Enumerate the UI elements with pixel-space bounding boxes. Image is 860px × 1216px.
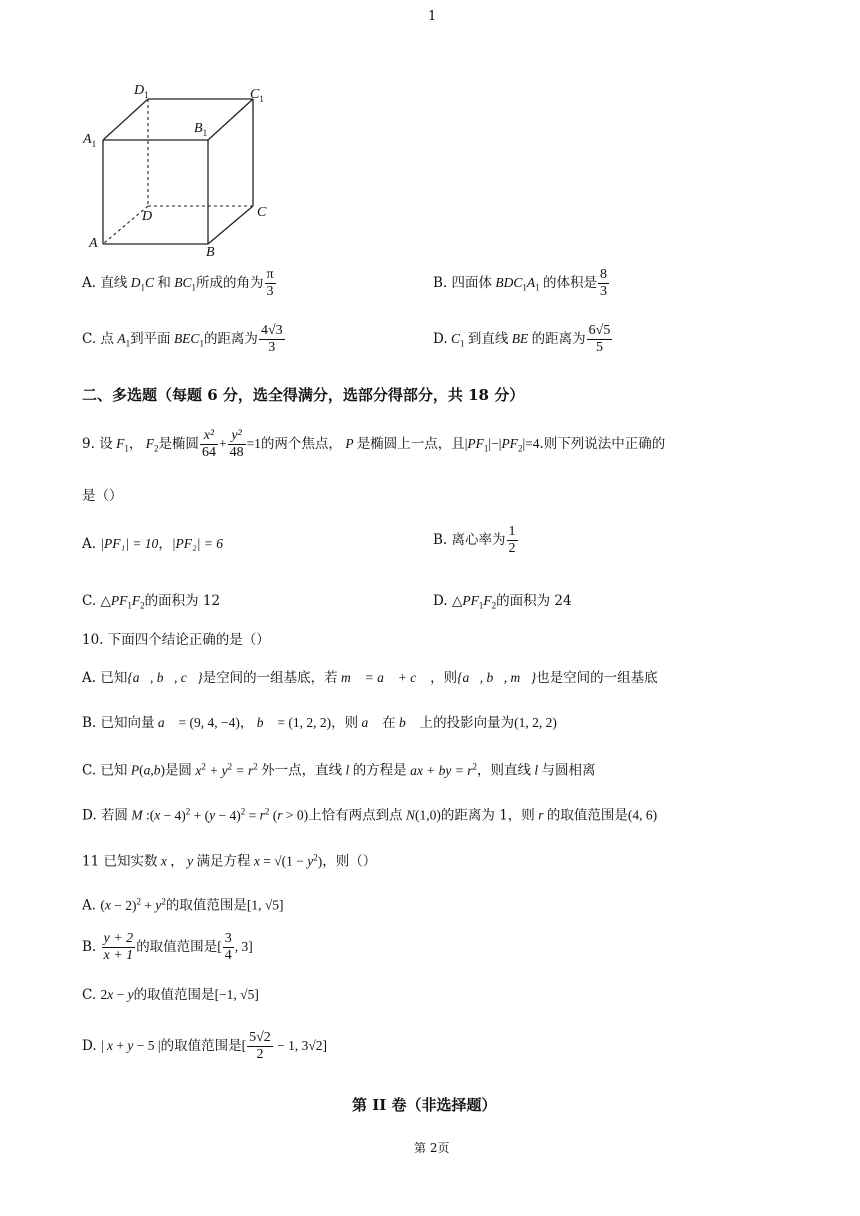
part-two-heading: 第 II 卷（非选择题） <box>352 1096 497 1114</box>
q9-option-a: A. |PF₁| = 10，|PF₂| = 6 <box>82 536 224 552</box>
q9-stem-line2: 是（） <box>82 488 123 504</box>
vertex-label-a1: $A_1$ <box>83 132 97 149</box>
q8-option-a: A. 直线 $D_1C$ 和 $BC_1$所成的角为 $\frac{\pi}{3}$ <box>82 267 274 299</box>
q9-option-c: C. $\triangle PF_1F_2$的面积为 12 <box>82 593 221 611</box>
q11-option-c: C. 2x − y的取值范围是[−1, √5] <box>82 987 259 1003</box>
vertex-label-c1: $C_1$ <box>250 87 264 104</box>
vertex-label-b: B <box>206 245 215 260</box>
page-number-top: 1 <box>428 9 437 24</box>
q10-stem: 10. 下面四个结论正确的是（） <box>82 632 270 648</box>
q8-option-b: B. 四面体 $BDC_1A_1$ 的体积是 $\frac{8}{3}$ <box>433 267 608 299</box>
q9-stem: 9. 设 $F_1$， $F_2$是椭圆 $\frac{\text{x²}}{64}$ + $\frac{\text{y²}}{48}$ =1的两个焦点， P 是椭圆上一点，且$|PF_1|-|PF_2|=4$.则下列说法中正确的 <box>82 428 666 460</box>
vertex-label-d1: $D_1$ <box>134 83 149 100</box>
vertex-label-c: C <box>257 205 267 220</box>
q11-option-a: A. $(x - 2)^2 + y^2$的取值范围是[1, √5] <box>82 896 284 914</box>
q11-option-b: B. $\frac{y + 2}{x + 1}$ 的取值范围是[ $\frac{3}{4}$ , 3] <box>82 931 253 963</box>
q8-option-d: D. $C_1$ 到直线 BE 的距离为 $\frac{6√5}{5}$ <box>433 323 611 355</box>
vertex-label-b1: $B_1$ <box>194 121 208 138</box>
q8-option-c: C. 点 $A_1$到平面 $BEC_1$的距离为 $\frac{4√3}{3}$ <box>82 323 283 355</box>
q11-option-d: D. | x + y − 5 |的取值范围是[ $\frac{5√2}{2}$ − 1, 3√2] <box>82 1030 328 1062</box>
vertex-label-d: D <box>142 209 153 224</box>
q9-option-b: B. 离心率为 $\frac{1}{2}$ <box>433 524 516 556</box>
page-footer: 第 2页 <box>414 1141 450 1155</box>
q10-option-d: D. 若圆 M :(x − $4)^2 + (y - 4)^2 = r^2$ (r > 0)上恰有两点到点 N(1,0)的距离为 1，则 r 的取值范围是(4, 6) <box>82 806 658 824</box>
q10-option-a: A. 已知{a⃗, b⃗, c⃗}是空间的一组基底，若 m⃗ = a⃗ + c⃗ ，则{a⃗, b⃗, m⃗}也是空间的一组基底 <box>82 670 658 686</box>
q10-option-c: C. 已知 P(a,b)是圆 $x^2 + y^2 = r^2$ 外一点，直线 l 的方程是 ax + by = $r^2$，则直线 l 与圆相离 <box>82 761 596 779</box>
q9-option-d: D. $\triangle PF_1F_2$的面积为 24 <box>433 593 572 611</box>
cube-figure <box>70 78 290 268</box>
q11-stem: 11 已知实数 x ， y 满足方程 $x = √(1 - y^2)$，则（） <box>82 852 377 870</box>
section-heading-multi-choice: 二、多选题（每题 6 分，选全得满分，选部分得部分，共 18 分） <box>82 386 525 404</box>
vertex-label-a: A <box>89 236 98 251</box>
q10-option-b: B. 已知向量 a⃗ = (9, 4, −4)， b⃗ = (1, 2, 2)，则 a⃗ 在 b⃗ 上的投影向量为(1, 2, 2) <box>82 715 557 731</box>
